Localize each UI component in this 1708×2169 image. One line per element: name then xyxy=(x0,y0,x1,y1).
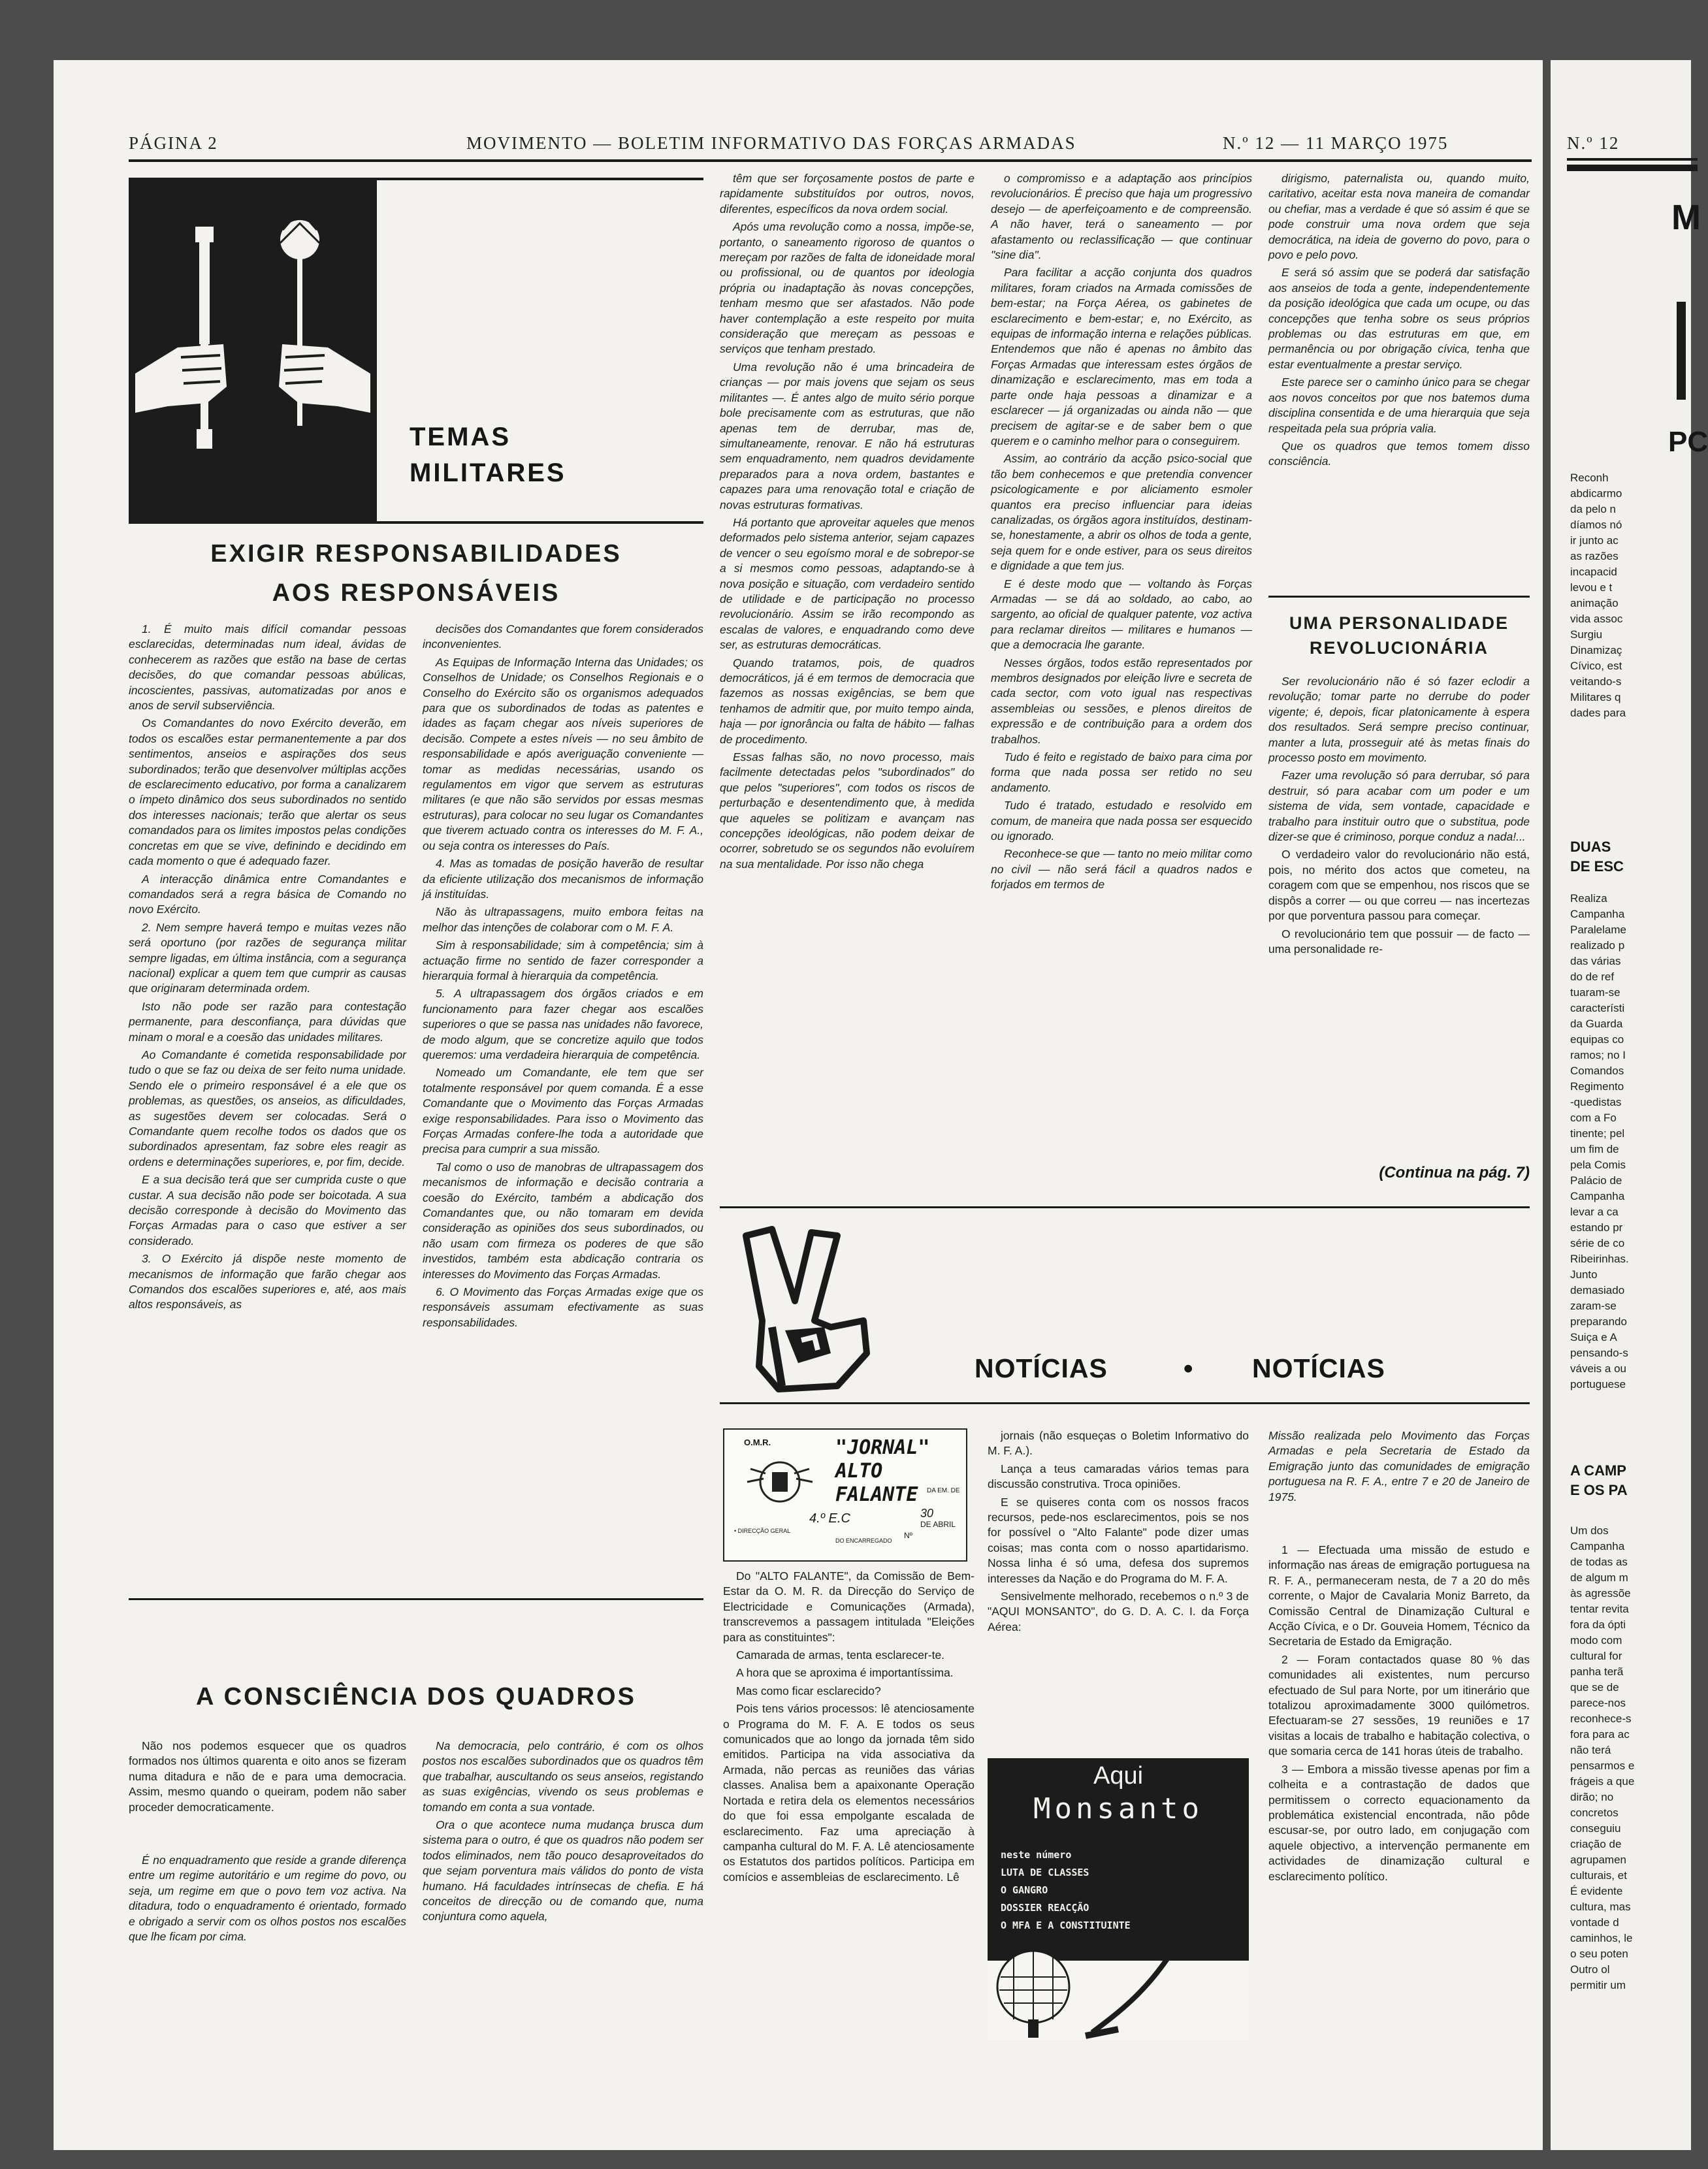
coat-of-arms-icon xyxy=(741,1453,819,1511)
article3-italic-paragraph: Ser revolucionário não é só fazer eclodir a revolução; tomar parte no derrube do poder vigente; é, depois, ficar platonicamente à espera dos resultados. Será sempre preciso continuar, manter a luta, prosseguir até às metas finais do processo posto em movimento. xyxy=(1268,675,1530,765)
next-page-line: as razões xyxy=(1570,550,1619,562)
noticias-column-a xyxy=(723,1569,975,2085)
article2-paragraph: Reconhece-se que — tanto no meio militar como no civil — não será fácil a quadros nados e forjados em termos de xyxy=(991,847,1252,892)
next-page-line: criação de xyxy=(1570,1838,1622,1850)
next-page-line: Comandos xyxy=(1570,1065,1624,1077)
next-page-line: pensarmos e xyxy=(1570,1759,1635,1772)
hands-carnation-icon xyxy=(129,178,377,524)
article1-paragraph: decisões dos Comandantes que forem considerados inconvenientes. xyxy=(423,622,703,651)
next-page-line: Regimento xyxy=(1570,1080,1624,1093)
next-page-head1-line: DUAS xyxy=(1570,839,1611,855)
next-page-line: modo com xyxy=(1570,1634,1622,1647)
next-page-line: demasiado xyxy=(1570,1284,1625,1296)
article4-column2 xyxy=(423,1739,703,2046)
clip-title: "JORNAL" ALTO FALANTE xyxy=(835,1436,930,1506)
article3-body xyxy=(1268,674,1530,1157)
next-page-line: caminhos, le xyxy=(1570,1932,1633,1944)
temas-illustration xyxy=(129,178,377,524)
publication-title: MOVIMENTO — BOLETIM INFORMATIVO DAS FORÇAS ARMADAS xyxy=(466,133,1076,153)
article3-paragraph: O verdadeiro valor do revolucionário não está, pois, no mérito dos actos que cometeu, na coragem com que se empenhou, nos riscos que se dispôs a correr — ou que correu — nas incertezas por que porventura passou para começar. xyxy=(1268,848,1530,923)
clip-hand-issue: 4.º E.C xyxy=(809,1511,850,1526)
article3-italic-paragraph: Fazer uma revolução só para derrubar, só para destruir, só para acabar com um poder e um sistema de vida, sem vontade, capacidade e trabalho para instituir outro que o substitua, pode dizer-se que é criminoso, porque conduz a nada!... xyxy=(1268,769,1530,844)
next-page-line: parece-nos xyxy=(1570,1697,1626,1709)
next-page-line: um fim de xyxy=(1570,1143,1619,1155)
article3-paragraph: O revolucionário tem que possuir — de facto — uma personalidade re- xyxy=(1268,927,1530,956)
article2-paragraph: Tudo é tratado, estudado e resolvido em comum, de maneira que nada possa ser esquecido ou ignorado. xyxy=(991,799,1252,843)
next-page-line: Cívico, est xyxy=(1570,660,1622,672)
next-page-line: o seu poten xyxy=(1570,1948,1628,1960)
noticias-paragraph: 2 — Foram contactados quase 80 % das comunidades ali existentes, num percurso efectuado de Sul para Norte, por um itinerário que totalizou aproximadamente 3000 quilómetros. Efectuaram-se 27 sessões, 19 reuniões e 17 visitas a locais de trabalho e habitação colectiva, o que somaria cerca de 141 horas úteis de trabalho. xyxy=(1268,1652,1530,1758)
article1-paragraph: Tal como o uso de manobras de ultrapassagem dos mecanismos de informação e decisão contraria a coesão do Exército, também a abdicação dos Comandantes que, ou não tomaram em devida consideração as opiniões dos seus subordinados, ou não usam com firmeza os poderes de que são investidos, também esta abdicação contraria os interesses do Movimento das Forças Armadas. xyxy=(423,1160,703,1281)
noticias-paragraph: 3 — Embora a missão tivesse apenas por fim a colheita e a contrastação de dados que permitissem o correcto equacionamento da problemática existencial encontrada, não pôde escusar-se, por outro lado, em conjugação com aquele objectivo, a intervenção permanente em actividades de dinamização cultural e esclarecimento político. xyxy=(1268,1762,1530,1883)
noticias-paragraph: Pois tens vários processos: lê atenciosamente o Programa do M. F. A. E todos os seus comunicados que ao longo da jornada têm sido emitidos. Participa na vida associativa da Armada, não percas as reuniões das várias classes. Analisa bem a apaixonante Operação Nortada e retira dela os elementos necessários do que foi essa empolgante escalada de esclarecimento. Faz uma apreciação à campanha cultural do M. F. A. Lê atenciosamente os Estatutos dos partidos políticos. Participa em comícios e assembleias de esclarecimento. Lê xyxy=(723,1702,975,1884)
noticias-paragraph: Camarada de armas, tenta esclarecer-te. xyxy=(736,1648,945,1662)
next-page-big-letter: M xyxy=(1671,198,1701,237)
next-page-line: às agressõe xyxy=(1570,1587,1631,1599)
next-page-line: Dinamizaç xyxy=(1570,644,1622,656)
article1-column2 xyxy=(423,622,703,1588)
next-page-line: não terá xyxy=(1570,1744,1611,1756)
next-page-line: característi xyxy=(1570,1002,1625,1014)
noticias-column-b xyxy=(988,1428,1249,1748)
temas-label: TEMAS xyxy=(410,423,511,451)
article2-column5 xyxy=(1268,171,1530,589)
noticias-label-1: NOTÍCIAS xyxy=(975,1353,1108,1383)
next-page-line: Campanha xyxy=(1570,1540,1625,1552)
next-page-line: fora para ac xyxy=(1570,1728,1630,1741)
alto-falante-clipping xyxy=(723,1428,967,1562)
article4-paragraph: Na democracia, pelo contrário, é com os olhos postos nos escalões subordinados que os quadros têm que trabalhar, auscultando os seus anseios, registando as suas exigências, vivendo os seus problemas e tomando em conta a sua vontade. xyxy=(423,1739,703,1814)
noticias-paragraph: Do "ALTO FALANTE", da Comissão de Bem-Estar da O. M. R. da Direcção do Serviço de Electricidade e Comunicações (Armada), transcrevemos a passagem intitulada "Eleições para as constituintes": xyxy=(723,1569,975,1644)
next-page-line: tuaram-se xyxy=(1570,986,1620,999)
next-page-line: Campanha xyxy=(1570,1190,1625,1202)
next-page-line: pensando-s xyxy=(1570,1347,1628,1359)
article1-title-line2: AOS RESPONSÁVEIS xyxy=(272,579,560,607)
article4-col1-roman: Não nos podemos esquecer que os quadros formados nos últimos quarenta e oito anos se fizeram numa ditadura e não de e para uma democracia. Assim, mesmo quando o queiram, podem não saber proceder democraticamente. xyxy=(129,1739,406,1814)
article2-paragraph: Uma revolução não é uma brincadeira de crianças — por mais jovens que sejam os seus militantes —. É antes algo de muito sério porque bole precisamente com as estruturas, que não apenas tem de derrubar, mas de, simultaneamente, renovar. E não há estruturas sem enquadramento, nem quadros devidamente preparados para a nova ordem, bastantes e capazes para uma renovação total e criação de novas estruturas formativas. xyxy=(720,360,975,511)
next-page-line: realizado p xyxy=(1570,939,1625,952)
noticias-bullet: • xyxy=(1184,1353,1194,1383)
article1-paragraph: 6. O Movimento das Forças Armadas exige que os responsáveis assumam efectivamente as suas responsabilidades. xyxy=(423,1285,703,1329)
article1-column1 xyxy=(129,622,406,1588)
radar-dome-illustration xyxy=(988,1915,1249,2039)
monsanto-title-line2: Monsanto xyxy=(1033,1792,1203,1825)
noticias-rule-top xyxy=(720,1206,1530,1208)
next-page-line: estando pr xyxy=(1570,1221,1623,1234)
clip-hand-day: 30 xyxy=(920,1507,934,1520)
noticias-rule-bottom xyxy=(720,1402,1530,1404)
article2-paragraph: Este parece ser o caminho único para se chegar aos novos conceitos por que nos batemos duma disciplina consentida e de uma hierarquia que seja respeitada pela sua própria valia. xyxy=(1268,376,1530,435)
article3-title-line1: UMA PERSONALIDADE xyxy=(1289,613,1509,633)
next-page-line: ramos; no I xyxy=(1570,1049,1626,1061)
next-page-line: dades para xyxy=(1570,707,1626,719)
next-page-head2-line: A CAMP xyxy=(1570,1462,1626,1479)
article1-paragraph: 3. O Exército já dispõe neste momento de mecanismos de informação que farão chegar aos Comandos dos escalões superiores e, até, aos mais altos responsáveis, as xyxy=(129,1252,406,1311)
militares-label: MILITARES xyxy=(410,458,566,487)
next-page-line: com a Fo xyxy=(1570,1112,1617,1124)
monsanto-title-line1: Aqui xyxy=(1093,1762,1144,1790)
next-page-line: pela Comis xyxy=(1570,1159,1626,1171)
next-page-line: reconhece-s xyxy=(1570,1712,1632,1725)
monsanto-item: neste número xyxy=(1001,1849,1072,1861)
noticias-paragraph: Mas como ficar esclarecido? xyxy=(736,1684,881,1697)
next-page-line: portuguese xyxy=(1570,1378,1626,1390)
monsanto-item: O MFA E A CONSTITUINTE xyxy=(1001,1920,1131,1931)
newspaper-page xyxy=(54,60,1543,2150)
next-page-line: fora da ópti xyxy=(1570,1618,1626,1631)
next-page-line: ir junto ac xyxy=(1570,534,1619,547)
next-page-rule2 xyxy=(1567,165,1698,171)
monsanto-item: LUTA DE CLASSES xyxy=(1001,1867,1089,1878)
page-number: PÁGINA 2 xyxy=(129,133,218,153)
next-page-line: Campanha xyxy=(1570,908,1625,920)
next-page-line: da Guarda xyxy=(1570,1018,1623,1030)
clip-footer-left: • DIRECÇÃO GERAL xyxy=(734,1528,791,1534)
article1-paragraph: As Equipas de Informação Interna das Unidades; os Conselhos de Unidade; os Conselhos Regionais e o Conselho do Exército são os organismos adequados para que os subordinados de todas as patentes e idades as façam chegar aos níveis superiores de decisão. Compete a estes níveis — no seu âmbito de responsabilidade e após averiguação conveniente — tomar as medidas necessárias, usando os regulamentos em vigor que servem as estruturas militares (e que não são servidos por essas mesmas estruturas), para colocar no seu lugar os Comandantes que tiverem actuado contra os interesses do M. F. A., ou seja contra os interesses do País. xyxy=(423,655,703,852)
next-page-line: do de ref xyxy=(1570,971,1615,983)
article1-paragraph: 1. É muito mais difícil comandar pessoas esclarecidas, determinadas num ideal, ávidas de conhecerem as razões que estão na base de certas decisões, do que comandar pessoas abúlicas, incoscientes, passivas, automatizadas por anos e anos de servil subserviência. xyxy=(129,622,406,713)
article4-title: A CONSCIÊNCIA DOS QUADROS xyxy=(196,1683,636,1711)
article2-column3 xyxy=(720,171,975,1190)
article2-paragraph: o compromisso e a adaptação aos princípios revolucionários. É preciso que haja um progressivo desejo — de aperfeiçoamento e de compreensão. A não haver, terá o saneamento — por afastamento ou reclassificação — que continuar "sine dia". xyxy=(991,172,1252,262)
next-page-line: cultural for xyxy=(1570,1650,1622,1662)
article2-paragraph: têm que ser forçosamente postos de parte e rapidamente substituídos por outros, novos, diferentes, específicos da nova ordem social. xyxy=(720,172,975,216)
next-page-rule xyxy=(1567,158,1698,161)
noticias-paragraph: Lança a teus camaradas vários temas para discussão construtiva. Troca opiniões. xyxy=(988,1462,1249,1491)
next-page-line: incapacid xyxy=(1570,566,1617,578)
article2-paragraph: Há portanto que aproveitar aqueles que menos deformados pelo sistema anterior, sejam capazes de vencer o seu egoísmo moral e de sobrepor-se a si mesmos como pessoas, adaptando-se à nova posição e situação, com verdadeiro sentido de utilidade e de participação no processo revolucionário. Assim se irão recompondo as escalas de valores, e enquadrando como deve ser, as estruturas democráticas. xyxy=(720,515,975,652)
next-page-line: conseguiu xyxy=(1570,1822,1621,1835)
article2-paragraph: Para facilitar a acção conjunta dos quadros militares, foram criados na Armada comissões de bem-estar; na Força Aérea, os gabinetes de esclarecimento e bem-estar; e, no Exército, as equipas de informação interna e relações públicas. Entendemos que não é apenas no âmbito das Forças Armadas que interessam estes órgãos de dinamização e esclarecimento, mas em toda a parte onde haja pessoas a dinamizar e a esclarecer — já organizadas ou ainda não — que precisem de agitar-se e de saber bem o que querem e o caminho melhor para o conseguirem. xyxy=(991,266,1252,447)
next-page-line: que se de xyxy=(1570,1681,1619,1694)
next-page-line: váveis a ou xyxy=(1570,1362,1626,1375)
next-page-line: Um dos xyxy=(1570,1524,1609,1537)
next-page-logo-text: PC xyxy=(1668,426,1708,458)
clip-number: Nº xyxy=(904,1531,913,1540)
next-page-line: díamos nó xyxy=(1570,519,1622,531)
next-page-line: de todas as xyxy=(1570,1556,1628,1568)
next-page-line: agrupamen xyxy=(1570,1854,1627,1866)
next-page-line: Paralelame xyxy=(1570,924,1626,936)
next-page-line: vida assoc xyxy=(1570,613,1623,625)
next-page-head1 xyxy=(1570,837,1624,876)
article3-title-line2: REVOLUCIONÁRIA xyxy=(1309,638,1489,658)
article1-paragraph: Nomeado um Comandante, ele tem que ser totalmente responsável por quem comanda. É a esse Comandante que o Movimento das Forças Armadas exige responsabilidades. Para isso o Movimento das Forças Armadas confere-lhe toda a autoridade que precisa para cumprir a sua missão. xyxy=(423,1066,703,1156)
next-page-line: Palácio de xyxy=(1570,1174,1622,1187)
header-rule xyxy=(129,159,1532,162)
article1-paragraph: Não às ultrapassagens, muito embora feitas na melhor das intenções de colaborar com o M. F. A. xyxy=(423,905,703,934)
next-page-line: Realiza xyxy=(1570,892,1607,905)
next-page-line: -quedistas xyxy=(1570,1096,1622,1108)
next-page-line: panha terã xyxy=(1570,1665,1624,1678)
article2-paragraph: Quando tratamos, pois, de quadros democráticos, já é em termos de democracia que fazemos as nossas exigências, se bem que tenhamos de admitir que, por muito tempo ainda, haja — por ignorância ou falta de hábito — falhas de procedimento. xyxy=(720,656,975,746)
next-page-issue: N.º 12 xyxy=(1567,133,1620,153)
next-page-line: tinente; pel xyxy=(1570,1127,1625,1140)
article1-paragraph: Isto não pode ser razão para contestação permanente, para desconfiança, para dúvidas que minam o moral e a coesão das unidades militares. xyxy=(129,999,406,1044)
clip-date: DE ABRIL xyxy=(920,1520,956,1529)
article2-paragraph: Nesses órgãos, todos estão representados por membros designados por eleição livre e secreta de cada sector, com voto igual nas respectivas assembleias ou sessões, e plenos direitos de expressão e de contribuição para a ordem dos trabalhos. xyxy=(991,656,1252,746)
next-page-line: veitando-s xyxy=(1570,675,1622,688)
noticias-paragraph: jornais (não esqueças o Boletim Informativo do M. F. A.). xyxy=(988,1429,1249,1458)
article2-paragraph: E é deste modo que — voltando às Forças Armadas — se dá ao soldado, ao cabo, ao sargento, ao oficial de qualquer patente, voz activa para reclamar direitos — militares e humanos — que a democracia lhe garante. xyxy=(991,577,1252,652)
next-page-line: É evidente xyxy=(1570,1885,1623,1897)
next-page-line: frágeis a que xyxy=(1570,1775,1635,1788)
next-page-col2 xyxy=(1570,891,1694,1413)
next-page-line: vontade d xyxy=(1570,1916,1619,1929)
monsanto-item: O GANGRO xyxy=(1001,1884,1048,1896)
article3-rule xyxy=(1268,596,1530,598)
article1-paragraph: 4. Mas as tomadas de posição haverão de resultar da eficiente utilização dos mecanismos de informação já instituídas. xyxy=(423,857,703,901)
next-page-line: zaram-se xyxy=(1570,1300,1617,1312)
article2-paragraph: E será só assim que se poderá dar satisfação aos anseios de toda a gente, independentemente da posição ideológica que cada um ocupe, ou das concepções que tenha sobre os seus próprios problemas ou das estruturas em que, em permanência ou por obrigação cívica, tenha que estar eventualmente a prestar serviço. xyxy=(1268,266,1530,371)
article1-paragraph: Ao Comandante é cometida responsabilidade por tudo o que se faz ou deixa de ser feito numa unidade. Sendo ele o primeiro responsável é a ele que os problemas, as questões, os anseios, as dificuldades, as sugestões devem ser colocadas. Será o Comandante quem recolhe todos os dados que os subordinados apresentam, faz sobre eles reagir as ordens e determinações superiores, e, por fim, decide. xyxy=(129,1048,406,1168)
mfa-logo xyxy=(733,1223,883,1399)
next-page-line: Outro ol xyxy=(1570,1963,1610,1976)
next-page-line: de algum m xyxy=(1570,1571,1628,1584)
next-page-line: série de co xyxy=(1570,1237,1625,1249)
next-page-col1 xyxy=(1570,470,1694,797)
next-page-line: permitir um xyxy=(1570,1979,1626,1991)
article1-paragraph: 2. Nem sempre haverá tempo e muitas vezes não será oportuno (por razões de segurança militar sempre ligadas, em última instância, com a segurança nacional) explicar a quem tem que cumprir as causas que originaram determinada ordem. xyxy=(129,920,406,995)
noticias-paragraph: A hora que se aproxima é importantíssima. xyxy=(736,1666,954,1680)
next-page-line: das várias xyxy=(1570,955,1621,967)
next-page-partial xyxy=(1551,60,1708,2150)
next-page-line: dirão; no xyxy=(1570,1791,1614,1803)
article2-paragraph: Assim, ao contrário da acção psico-social que tão bem conhecemos e que pretendia convencer psicologicamente e por aliciamento esmoler quantos era preciso influenciar para ideias canalizadas, os órgãos agora instituídos, destinam-se, honestamente, a abrir os olhos de toda a gente, seja quem for e onde estiver, para os seus direitos e dignidade a que tem jus. xyxy=(991,452,1252,573)
article4-col1-italic: É no enquadramento que reside a grande diferença entre um regime autoritário e um regime do povo, ou seja, um regime em que o povo tem voz activa. Na ditadura, todo o enquadramento é orientado, formado e obrigado a servir com os olhos postos nos escalões que lhe ficam por cima. xyxy=(129,1854,406,1944)
article1-paragraph: A interacção dinâmica entre Comandantes e comandados será a regra básica de Comando no novo Exército. xyxy=(129,872,406,916)
clip-subtitle: DA EM. DE xyxy=(927,1487,960,1494)
next-page-col3 xyxy=(1570,1523,1694,2019)
continues-link[interactable]: (Continua na pág. 7) xyxy=(1379,1164,1530,1181)
article2-paragraph: Que os quadros que temos tomem disso consciência. xyxy=(1268,439,1530,468)
issue-date: N.º 12 — 11 MARÇO 1975 xyxy=(1223,133,1449,153)
next-page-line: culturais, et xyxy=(1570,1869,1627,1882)
article1-paragraph: Sim à responsabilidade; sim à competência; sim à actuação firme no sentido de fazer corresponder a hierarquia formal à hierarquia da competência. xyxy=(423,939,703,982)
next-page-line: Militares q xyxy=(1570,691,1621,703)
article4-paragraph: Ora o que acontece numa mudança brusca dum sistema para o outro, é que os quadros não podem ser todos eliminados, nem tão pouco desaproveitados do que sejam porventura mais válidos do ponto de vista humano. Há faculdades intrínsecas de chefia. E há conceitos de direcção ou de comando que, numa conjuntura como aquela, xyxy=(423,1818,703,1923)
next-page-line: animação xyxy=(1570,597,1619,609)
article2-paragraph: Essas falhas são, no novo processo, mais facilmente detectadas pelos "subordinados" do que pelos "superiores", com todos os riscos de perturbação e desentendimento que, à medida que aqueles se politizam e avançam nas concepções ideológicas, não podem deixar de ocorrer, sobretudo se os segundos não evoluírem na sua mentalidade. Por isso não chega xyxy=(720,750,975,871)
mfa-victory-hand-icon xyxy=(733,1223,883,1399)
next-page-line: preparando xyxy=(1570,1315,1627,1328)
article1-paragraph: Os Comandantes do novo Exército deverão, em todos os escalões estar permanentemente a par dos sentimentos, anseios e aspirações dos seus subordinados; terão que desenvolver múltiplas acções de esclarecimento educativo, por forma a canalizarem o ímpeto dinâmico dos seus subordinados no sentido dos interesses nacionais; terão que alertar os seus comandados para os limites impostos pelas condições concretas em que se vive, definindo e decidindo em cada momento o que é adequado fazer. xyxy=(129,716,406,868)
article2-paragraph: dirigismo, paternalista ou, quando muito, caritativo, aceitar esta nova maneira de comandar ou chefiar, mas a verdade é que só assim é que se pode construir uma nova ordem que seja democrática, na ideia de governo do povo, para o povo e pelo povo. xyxy=(1268,172,1530,262)
article1-paragraph: E a sua decisão terá que ser cumprida custe o que custar. A sua decisão não pode ser boicotada. A sua decisão corresponde à decisão do Movimento das Forças Armadas para o caso que estiver a ser considerado. xyxy=(129,1173,406,1247)
next-page-line: tentar revita xyxy=(1570,1603,1629,1615)
next-page-logo-icon xyxy=(1671,295,1698,426)
next-page-line: abdicarmo xyxy=(1570,487,1622,500)
next-page-line: Junto xyxy=(1570,1268,1598,1281)
next-page-line: cultura, mas xyxy=(1570,1901,1631,1913)
clip-org: O.M.R. xyxy=(744,1438,771,1447)
aqui-monsanto-cover xyxy=(988,1758,1249,2039)
next-page-head2 xyxy=(1570,1461,1628,1500)
noticias-paragraph: 1 — Efectuada uma missão de estudo e informação nas áreas de emigração portuguesa na R. F. A., permaneceram nesta, de 7 a 20 do mês corrente, o Major de Cavalaria Moniz Barreto, da Comissão Central de Dinamização Cultural e Acção Cívica, e o Dr. Gouveia Homem, Técnico da Secretaria de Estado da Emigração. xyxy=(1268,1543,1530,1648)
clip-footer-right: DO ENCARREGADO xyxy=(835,1537,892,1544)
article2-paragraph: Tudo é feito e registado de baixo para cima por forma que nada possa ser retido no seu andamento. xyxy=(991,750,1252,794)
monsanto-item: DOSSIER REACÇÃO xyxy=(1001,1902,1089,1914)
next-page-line: Ribeirinhas. xyxy=(1570,1253,1629,1265)
article2-paragraph: Após uma revolução como a nossa, impõe-se, portanto, o saneamento rigoroso de quantos o mereçam por razões de falta de idoneidade moral ou profissional, ou de quantos por ideologia própria ou inadaptação às novas concepções, tenham mesmo que ser afastados. Não pode haver contemplação a este respeito por muita consideração que mereçam as pessoas e serviços que tenham prestado. xyxy=(720,220,975,356)
next-page-head2-line: E OS PA xyxy=(1570,1482,1628,1498)
noticias-label-2: NOTÍCIAS xyxy=(1252,1353,1385,1383)
noticias-column-c xyxy=(1268,1543,1530,2085)
next-page-line: levou e t xyxy=(1570,581,1613,594)
temas-militares-box xyxy=(129,178,703,524)
next-page-line: concretos xyxy=(1570,1807,1619,1819)
next-page-head1-line: DE ESC xyxy=(1570,858,1624,875)
next-page-line: equipas co xyxy=(1570,1033,1624,1046)
next-page-line: da pelo n xyxy=(1570,503,1616,515)
next-page-line: Suiça e A xyxy=(1570,1331,1617,1343)
next-page-line: Surgiu xyxy=(1570,628,1603,641)
article1-paragraph: 5. A ultrapassagem dos órgãos criados e em funcionamento para fazer chegar aos escalões superiores o que se passa nas unidades não favorece, de modo algum, que se concretize aquilo que todos queremos: uma verdadeira hierarquia de competência. xyxy=(423,987,703,1061)
article2-column4 xyxy=(991,171,1252,1190)
article1-title-line1: EXIGIR RESPONSABILIDADES xyxy=(210,540,622,568)
next-page-line: Reconh xyxy=(1570,472,1609,484)
noticias-column-c-intro: Missão realizada pelo Movimento das Forças Armadas e pela Secretaria de Estado da Emigração junto das comunidades de emigração portuguesa na R. F. A., entre 7 e 20 de Janeiro de 1975. xyxy=(1268,1429,1530,1503)
noticias-paragraph: E se quiseres conta com os nossos fracos recursos, pede-nos esclarecimentos, pois se nos for possível o "Alto Falante" pode dizer umas coisas; mas conta com o nosso apartidarismo. Nossa linha é só uma, defesa dos supremos interesses da Nação e do Programa do M. F. A. xyxy=(988,1495,1249,1585)
article4-rule xyxy=(129,1598,703,1600)
next-page-line: levar a ca xyxy=(1570,1206,1619,1218)
noticias-paragraph: Sensivelmente melhorado, recebemos o n.º 3 de "AQUI MONSANTO", do G. D. A. C. I. da Força Aérea: xyxy=(988,1590,1249,1633)
